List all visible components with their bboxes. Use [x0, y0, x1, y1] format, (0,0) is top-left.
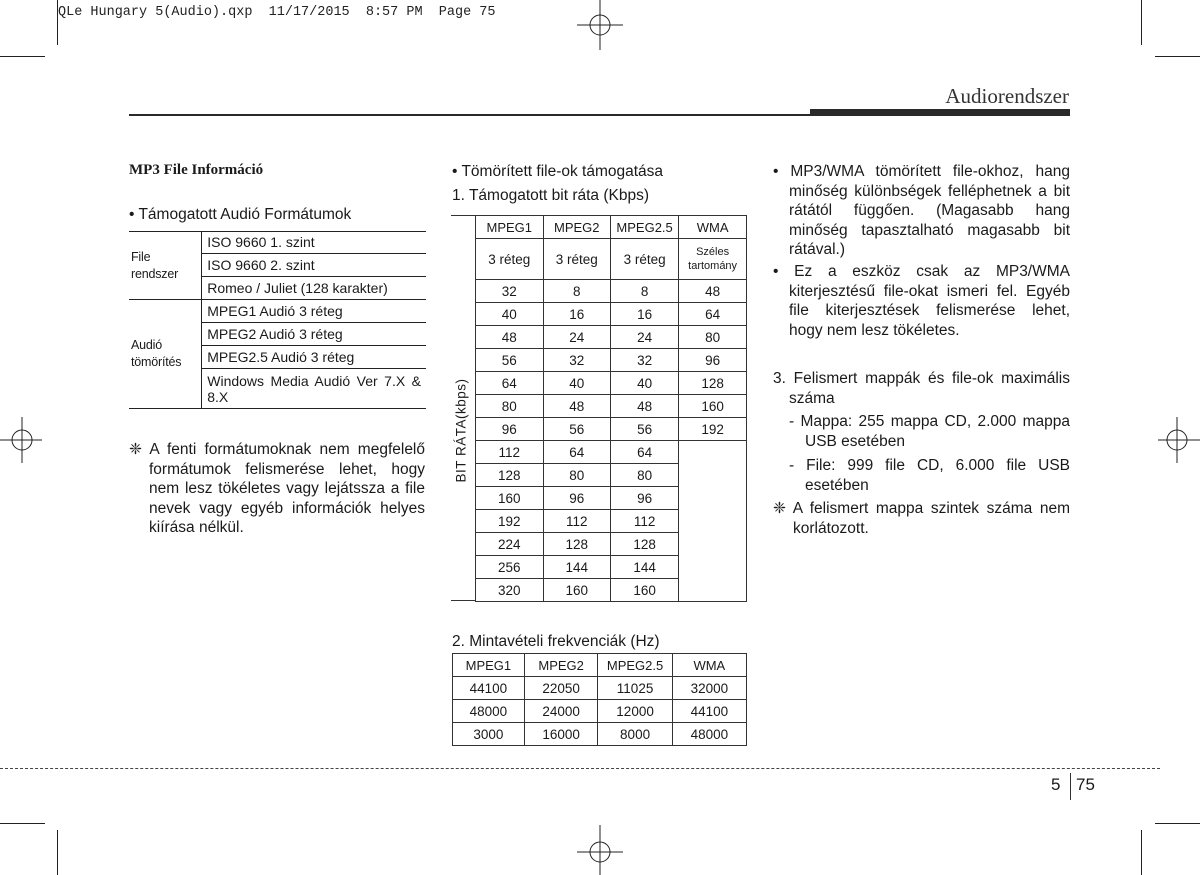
bitrate-title: 1. Támogatott bit ráta (Kbps) [452, 187, 650, 204]
table-cell: 22050 [524, 677, 598, 700]
format-cell: MPEG1 Audió 3 réteg [202, 300, 426, 323]
format-cell: MPEG2 Audió 3 réteg [202, 323, 426, 346]
table-cell: 16000 [524, 723, 598, 746]
table-row [453, 723, 747, 746]
table-cell: 64 [543, 441, 611, 464]
table-cell: 160 [679, 395, 747, 418]
table-row [476, 464, 747, 487]
header-rule [129, 114, 1070, 116]
table-cell: 44100 [453, 677, 525, 700]
table-row [476, 510, 747, 533]
format-cell: ISO 9660 2. szint [202, 254, 426, 277]
bitrate-axis-text: BIT RÁTA(kbps) [454, 378, 469, 483]
column-header: MPEG1 [453, 654, 525, 677]
table-cell: 48000 [672, 723, 746, 746]
table-cell: 192 [679, 418, 747, 441]
registration-mark-bottom [572, 825, 628, 875]
table-cell: 160 [611, 579, 679, 602]
table-cell: 128 [611, 533, 679, 556]
section-title: Audiorendszer [945, 84, 1069, 108]
table-cell: 128 [679, 372, 747, 395]
table-cell: 160 [476, 487, 544, 510]
table-cell: 96 [611, 487, 679, 510]
max-folders-item: 3. Felismert mappák és file-ok maximális száma [773, 370, 1070, 407]
table-cell: 56 [543, 418, 611, 441]
supported-formats-bullet: • Támogatott Audió Formátumok [129, 206, 352, 223]
table-cell: 8 [611, 280, 679, 303]
layer-cell: 3 réteg [611, 239, 679, 280]
print-slug: QLe Hungary 5(Audio).qxp 11/17/2015 8:57 PM Page 75 [58, 5, 496, 20]
bitrate-axis-label [448, 258, 475, 603]
registration-mark-top [572, 0, 628, 55]
formats-note: ❈ A fenti formátumoknak nem megfelelő formátumok felismerése lehet, hogy nem lesz tökéletes vagy lejátssza a file nevek vagy egyéb információk helyes kiírása nélkül. [129, 441, 425, 536]
column-header: WMA [672, 654, 746, 677]
table-cell: 40 [543, 372, 611, 395]
table-cell: 16 [543, 303, 611, 326]
table-cell: 112 [611, 510, 679, 533]
table-cell: 64 [679, 303, 747, 326]
bitrate-table [475, 215, 747, 602]
table-cell: 11025 [598, 677, 672, 700]
column-header: WMA [679, 216, 747, 239]
audio-label-line2: tömörítés [131, 355, 182, 369]
registration-mark-left [0, 412, 45, 468]
column-header: MPEG2.5 [598, 654, 672, 677]
column-header: MPEG2 [524, 654, 598, 677]
table-cell: 96 [543, 487, 611, 510]
table-cell [679, 441, 747, 464]
table-cell: 24000 [524, 700, 598, 723]
file-system-label: File rendszer [129, 232, 202, 300]
table-cell: 160 [543, 579, 611, 602]
table-cell: 144 [543, 556, 611, 579]
table-cell [679, 579, 747, 602]
table-cell: 320 [476, 579, 544, 602]
wma-range-line1: Széles [696, 246, 730, 258]
compressed-files-bullet: • Tömörített file-ok támogatása [452, 163, 664, 180]
format-cell: Romeo / Juliet (128 karakter) [202, 277, 426, 300]
quality-bullet: • MP3/WMA tömörített file-okhoz, hang minőség különbségek felléphetnek a bit rátától függően. (Magasabb hang minőség tapasztalható magasabb bit rátával.) [773, 163, 1070, 258]
page-number: 75 [1076, 775, 1095, 794]
registration-mark-right [1155, 412, 1200, 468]
table-cell: 16 [611, 303, 679, 326]
table-cell: 24 [611, 326, 679, 349]
sampling-title: 2. Mintavételi frekvenciák (Hz) [452, 633, 660, 650]
layer-cell: 3 réteg [476, 239, 544, 280]
table-cell: 40 [476, 303, 544, 326]
folder-limit: - Mappa: 255 mappa CD, 2.000 mappa USB esetében [789, 413, 1070, 450]
column-header: MPEG2 [543, 216, 611, 239]
audio-compression-label [129, 300, 202, 409]
table-cell: 32000 [672, 677, 746, 700]
table-row [476, 556, 747, 579]
table-row [476, 372, 747, 395]
wma-range-line2: tartomány [688, 260, 738, 272]
table-cell: 24 [543, 326, 611, 349]
table-row [453, 700, 747, 723]
footer-dashed-rule [0, 768, 1160, 769]
table-cell: 8000 [598, 723, 672, 746]
table-row [476, 303, 747, 326]
table-row [476, 349, 747, 372]
column-header: MPEG1 [476, 216, 544, 239]
table-cell: 48 [679, 280, 747, 303]
format-cell: MPEG2.5 Audió 3 réteg [202, 346, 426, 369]
table-cell: 112 [543, 510, 611, 533]
table-row [476, 487, 747, 510]
format-cell: Windows Media Audió Ver 7.X & 8.X [202, 369, 426, 409]
table-cell: 80 [476, 395, 544, 418]
table-cell: 56 [611, 418, 679, 441]
table-cell: 48000 [453, 700, 525, 723]
table-cell: 128 [543, 533, 611, 556]
table-row [476, 326, 747, 349]
table-cell: 64 [476, 372, 544, 395]
table-cell [679, 533, 747, 556]
file-limit: - File: 999 file CD, 6.000 file USB esetében [789, 457, 1070, 494]
table-row [476, 441, 747, 464]
table-cell: 40 [611, 372, 679, 395]
table-cell: 256 [476, 556, 544, 579]
table-row [476, 280, 747, 303]
table-row [476, 395, 747, 418]
table-cell [679, 487, 747, 510]
table-cell: 144 [611, 556, 679, 579]
wma-range-cell [679, 239, 747, 280]
column-header: MPEG2.5 [611, 216, 679, 239]
table-row [476, 579, 747, 602]
table-cell: 48 [543, 395, 611, 418]
folder-levels-note: ❈ A felismert mappa szintek száma nem korlátozott. [773, 500, 1070, 537]
table-row [453, 677, 747, 700]
table-cell: 112 [476, 441, 544, 464]
format-cell: ISO 9660 1. szint [202, 232, 426, 254]
table-cell: 12000 [598, 700, 672, 723]
table-cell: 56 [476, 349, 544, 372]
table-cell: 48 [476, 326, 544, 349]
table-cell: 8 [543, 280, 611, 303]
table-cell [679, 556, 747, 579]
table-cell: 32 [476, 280, 544, 303]
table-cell: 192 [476, 510, 544, 533]
table-cell: 32 [543, 349, 611, 372]
layer-cell: 3 réteg [543, 239, 611, 280]
table-cell: 64 [611, 441, 679, 464]
table-cell: 48 [611, 395, 679, 418]
chapter-number: 5 [1051, 775, 1061, 794]
table-cell: 128 [476, 464, 544, 487]
table-cell: 3000 [453, 723, 525, 746]
table-row [476, 533, 747, 556]
table-cell: 96 [679, 349, 747, 372]
table-cell: 80 [543, 464, 611, 487]
table-cell: 96 [476, 418, 544, 441]
sampling-table [452, 653, 747, 746]
table-cell: 44100 [672, 700, 746, 723]
extension-bullet: • Ez a eszköz csak az MP3/WMA kiterjesztésű file-okat ismeri fel. Egyéb file kiterjesztések felismerése lehet, hogy nem lesz tökéletes. [773, 263, 1070, 339]
table-cell [679, 510, 747, 533]
table-cell: 80 [611, 464, 679, 487]
table-cell: 32 [611, 349, 679, 372]
table-cell [679, 464, 747, 487]
page-number-separator [1070, 773, 1071, 800]
audio-formats-table [129, 231, 426, 409]
table-cell: 224 [476, 533, 544, 556]
mp3-info-heading: MP3 File Információ [129, 162, 264, 178]
table-row [476, 418, 747, 441]
audio-label-line1: Audió [131, 338, 162, 352]
table-cell: 80 [679, 326, 747, 349]
